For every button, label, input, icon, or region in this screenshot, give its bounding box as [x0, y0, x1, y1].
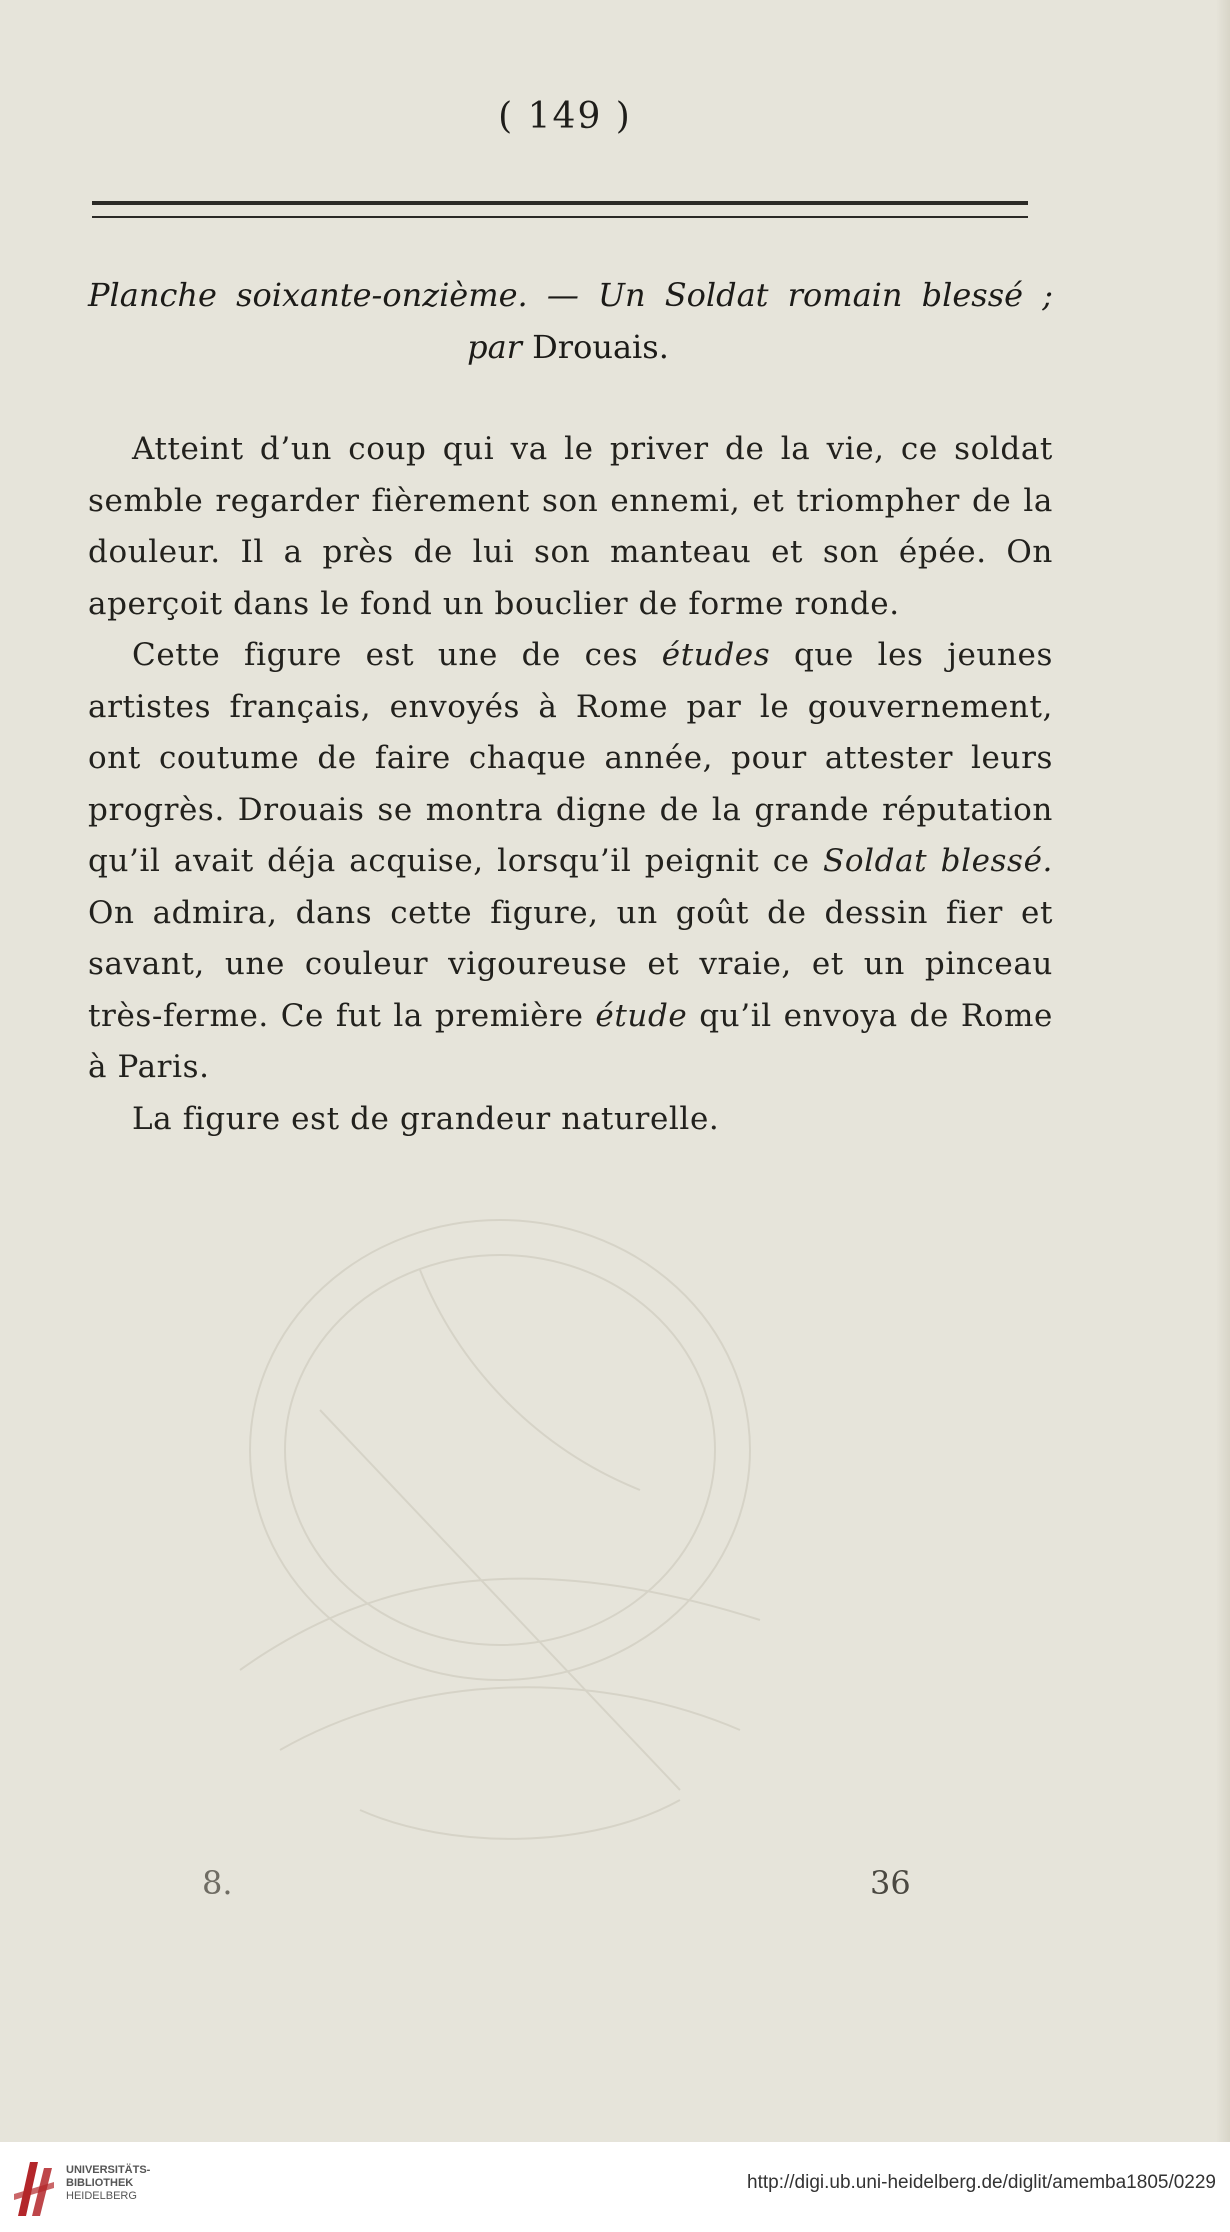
- paragraph-description: Atteint d’un coup qui va le priver de la vie, ce soldat semble regarder fièrement son ennemi, et triompher de la douleur. Il a près de lui son manteau et son épée. On aperçoit dans le fond un bouclier de forme ronde.: [88, 431, 1053, 622]
- library-name-line-2: BIBLIOTHEK: [66, 2177, 134, 2189]
- artist-name: Drouais.: [532, 328, 669, 366]
- signature-mark-right: 36: [870, 1864, 911, 1902]
- commentary-italic-2: Soldat blessé.: [823, 843, 1053, 879]
- header-rule-thick: [92, 201, 1028, 205]
- show-through-engraving: [120, 1150, 880, 1910]
- paragraph-commentary: [88, 630, 1053, 1094]
- library-logo-icon: [10, 2154, 58, 2224]
- commentary-part-3: On admira, dans cette figure, un goût de dessin fier et savant, une couleur vigoureuse et vraie, et un pinceau très-ferme. Ce fut la première: [88, 894, 1053, 1034]
- header-rule-thin: [92, 216, 1028, 218]
- library-name-line-1: UNIVERSITÄTS-: [66, 2164, 151, 2176]
- page-edge-shadow: [1216, 0, 1230, 2142]
- body-text: [88, 424, 1053, 1145]
- signature-mark-left: 8.: [202, 1864, 233, 1902]
- commentary-part-1: Cette figure est une de ces: [132, 637, 639, 673]
- artist-prefix: par: [467, 328, 522, 366]
- library-name-line-3: HEIDELBERG: [66, 2190, 137, 2202]
- plate-title: Planche soixante-onzième. — Un Soldat romain blessé ;: [88, 276, 1053, 314]
- plate-artist: [0, 328, 1136, 366]
- page-number: ( 149 ): [498, 96, 632, 137]
- library-name: [66, 2164, 150, 2203]
- commentary-italic-3: étude: [595, 997, 688, 1034]
- commentary-italic-1: études: [661, 637, 771, 673]
- commentary-part-4: qu’il envoya de Rome à Paris.: [88, 997, 1053, 1085]
- digitization-footer: [0, 2142, 1230, 2232]
- commentary-part-2: que les jeunes artistes français, envoyés à Rome par le gouvernement, ont coutume de faire chaque année, pour attester leurs progrès. Drouais se montra digne de la grande réputation qu’il avait déja acquise, lorsqu’il peignit ce: [88, 637, 1053, 879]
- source-url-link[interactable]: http://digi.ub.uni-heidelberg.de/diglit/amemba1805/0229: [747, 2172, 1216, 2193]
- paragraph-size-note: La figure est de grandeur naturelle.: [132, 1100, 720, 1137]
